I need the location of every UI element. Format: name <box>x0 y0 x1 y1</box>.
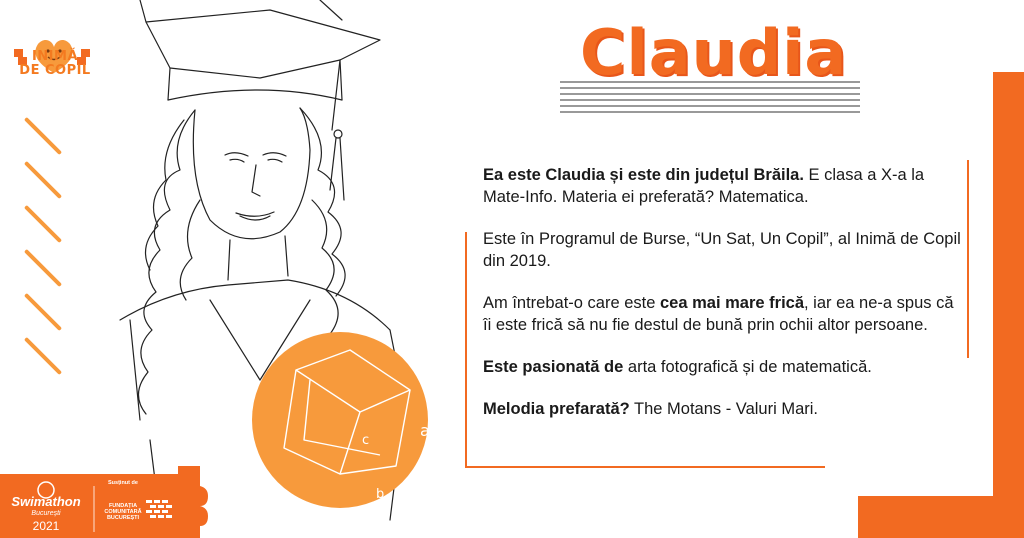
thin-orange-line-right <box>967 160 969 358</box>
swimathon-title: Swimathon <box>11 494 81 509</box>
name-underline-lines <box>560 78 860 118</box>
story-text <box>483 164 963 440</box>
swimathon-logo <box>6 496 86 532</box>
cube-circle <box>252 332 428 508</box>
paragraph-song: Melodia prefarată? The Motans - Valuri Mari. <box>483 400 819 418</box>
swimathon-city: București <box>31 510 61 517</box>
paragraph-passion: Este pasionată de arta fotografică și de matematică. <box>483 358 872 376</box>
cube-label-a: a <box>420 421 430 440</box>
logo-line-1: INIMĂ <box>31 49 79 64</box>
cube-label-c: c <box>362 433 370 448</box>
person-name: Claudia <box>580 16 848 89</box>
paragraph-origin: Ea este Claudia și este din județul Brăila. E clasa a X-a la Mate-Info. Materia ei preferată? Matematica. <box>483 166 925 206</box>
decorative-slash <box>24 249 62 287</box>
paragraph-program: Este în Programul de Burse, “Un Sat, Un Copil”, al Inimă de Copil din 2019. <box>483 230 961 270</box>
swimathon-year: 2021 <box>32 519 60 533</box>
thin-orange-line-bottom <box>465 466 825 468</box>
decorative-slash <box>24 293 62 331</box>
logo-line-2: DE COPIL <box>19 63 91 78</box>
decorative-slash <box>24 205 62 243</box>
orange-frame-bottom <box>858 496 1024 538</box>
cube-label-b: b <box>376 487 385 502</box>
decorative-slash <box>24 117 62 155</box>
paragraph-fear: Am întrebat-o care este cea mai mare frică, iar ea ne-a spus că îi este frică să nu fie destul de bună prin ochii altor persoane. <box>483 294 954 334</box>
supported-by-label: Susținut de <box>108 480 138 486</box>
foundation-name: FUNDAȚIA COMUNITARĂ BUCUREȘTI <box>104 503 142 521</box>
thin-orange-line-left <box>465 232 467 468</box>
orange-frame-right <box>993 72 1024 538</box>
decorative-slash <box>24 337 62 375</box>
decorative-slash <box>24 161 62 199</box>
portrait-drawing <box>60 0 480 538</box>
